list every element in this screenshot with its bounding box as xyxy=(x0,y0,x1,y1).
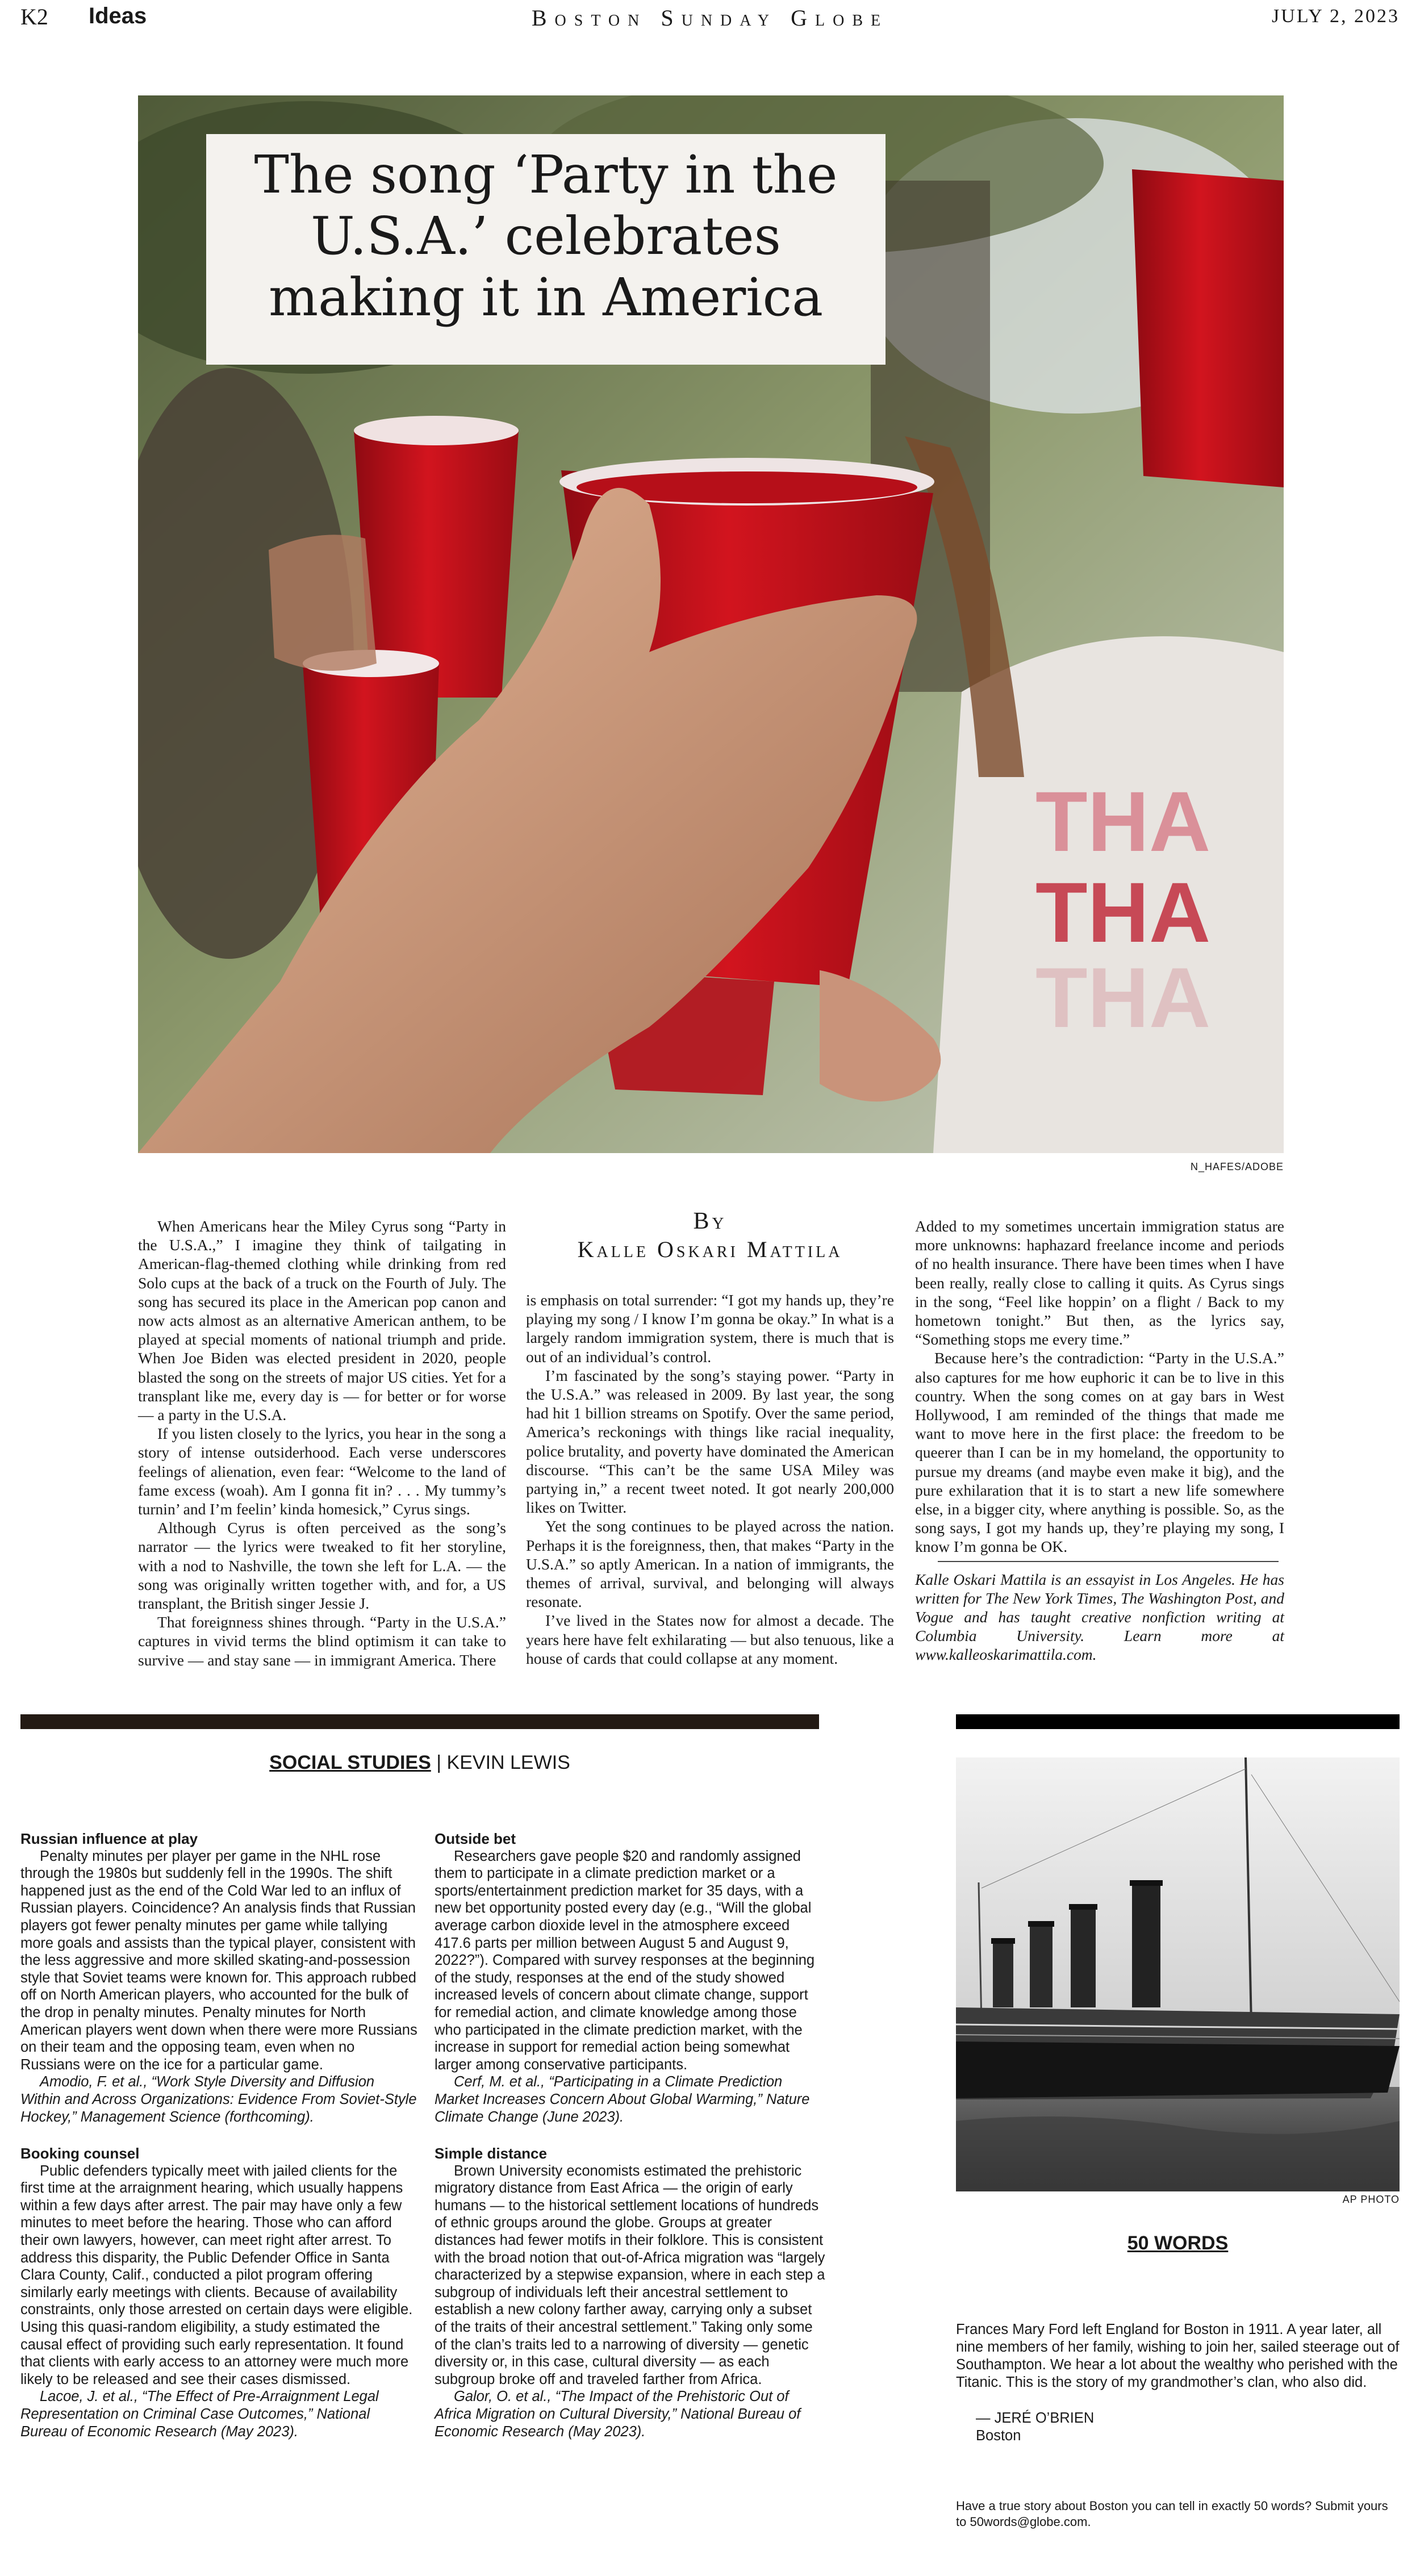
paragraph: If you listen closely to the lyrics, you hear in the song a story of intense outsiderhood. Each verse underscores feelings of alienation, even fear: “Welcome to the land of fame excess (woah). Am I gonna fit in? . . . My tummy’s turnin’ and I’m feelin’ kinda homesick,” Cyrus sings. xyxy=(138,1425,506,1518)
item-citation: Cerf, M. et al., “Participating in a Climate Prediction Market Increases Concern About Global Warming,” Nature Climate Change (June 2023). xyxy=(435,2074,810,2125)
article-column-3 xyxy=(915,1217,1284,1664)
social-studies-right-column xyxy=(435,1822,826,2440)
item-heading: Russian influence at play xyxy=(20,1830,198,1847)
paragraph: Although Cyrus is often perceived as the song’s narrator — the lyrics were tweaked to fit her storyline, with a nod to Nashville, the town she left for L.A. — the song was originally written together with, and for, a US transplant, the British singer Jessie J. xyxy=(138,1519,506,1613)
headline-box xyxy=(206,134,886,365)
item-body: Brown University economists estimated the prehistoric migratory distance from East Africa — the origin of early humans — to the historical settlement locations of hundreds of ethnic groups around the globe. Groups at greater distances had fewer motifs in their folklore. This is consistent with the broad notion that out-of-Africa migration was “largely characterized by a stepwise expansion, where in each step a subgroup of individuals left their ancestral settlement to establish a new colony farther away, carrying only a subset of the traits of their ancestral settlement.” Taking only some of the clan’s traits led to a narrowing of diversity — genetic diversity or, in this case, cultural diversity — as each subgroup broke off and traveled farther from Africa. xyxy=(435,2162,825,2387)
item-citation: Galor, O. et al., “The Impact of the Prehistoric Out of Africa Migration on Cultural Diversity,” National Bureau of Economic Research (May 2023). xyxy=(435,2389,801,2440)
paragraph: That foreignness shines through. “Party in the U.S.A.” captures in vivid terms the blind optimism it can take to survive — and stay sane — in immigrant America. There xyxy=(138,1613,506,1669)
hero-photo xyxy=(138,95,1284,1153)
byline xyxy=(526,1208,894,1263)
divider xyxy=(938,1561,1279,1562)
author-bio: Kalle Oskari Mattila is an essayist in Los Angeles. He has written for The New York Times, The Washington Post, and Vogue and has taught creative nonfiction writing at Columbia University. Learn more at www.kalleoskarimattila.com. xyxy=(915,1570,1284,1664)
item-body: Penalty minutes per player per game in the NHL rose through the 1980s but suddenly fell in the 1990s. The shift happened just as the end of the Cold War led to an influx of Russian players. Coincidence? An analysis finds that Russian players got fewer penalty minutes per game while tallying more goals and assists than the typical player, consistent with the less aggressive and more skilled skating-and-possession style that Soviet teams were known for. This approach rubbed off on North American players, who accounted for the bulk of the drop in penalty minutes. Penalty minutes for North American players went down when there were more Russians on their team and the opposing team, even when no Russians were on the ice for a particular game. xyxy=(20,1848,417,2073)
svg-text:THA: THA xyxy=(1035,865,1211,960)
paragraph: Added to my sometimes uncertain immigration status are more unknowns: haphazard freelance income and periods of no health insurance. There have been times when I have been really, really close to calling it quits. As Cyrus sings in the song, “Feel like hoppin’ on a flight / Back to my hometown tonight.” But then, as the lyrics say, “Something stops me every time.” xyxy=(915,1217,1284,1348)
social-studies-title xyxy=(20,1752,819,1774)
issue-date: JULY 2, 2023 xyxy=(1272,6,1400,27)
byline-by: By xyxy=(693,1208,727,1234)
story-location: Boston xyxy=(976,2428,1021,2444)
item-citation: Amodio, F. et al., “Work Style Diversity and Diffusion Within and Across Organizations: Evidence From Soviet-Style Hockey,” Management Science (forthcoming). xyxy=(20,2074,417,2125)
item-body: Researchers gave people $20 and randomly assigned them to participate in a climate prediction market or a sports/entertainment prediction market for 35 days, with a new bet opportunity posted every day (e.g., “Will the global average carbon dioxide level in the atmosphere exceed 417.6 parts per million between August 5 and August 9, 2022?”). Compared with survey responses at the beginning of the study, responses at the end of the study showed increased levels of concern about climate change, support for remedial action, and climate knowledge among those who participated in the climate prediction market, with the increase in support for remedial action being somewhat larger among conservative participants. xyxy=(435,1848,815,2073)
paragraph: I’ve lived in the States now for almost a decade. The years here have felt exhilarating — but also tenuous, like a house of cards that could collapse at any moment. xyxy=(526,1611,894,1667)
social-studies-label: SOCIAL STUDIES xyxy=(269,1752,431,1773)
article-column-2 xyxy=(526,1291,894,1668)
author-name: Kalle Oskari Mattila xyxy=(577,1237,843,1262)
title-separator: | xyxy=(436,1752,442,1773)
fifty-words-story: Frances Mary Ford left England for Boston in 1911. A year later, all nine members of her family, wishing to join her, sailed steerage out of Southampton. We hear a lot about the wealthy who perished with the Titanic. This is the story of my grandmother’s clan, who also did. xyxy=(956,2322,1400,2390)
item-body: Public defenders typically meet with jailed clients for the first time at the arraignment hearing, which usually happens within a few days after arrest. The pair may have only a few minutes to meet before the hearing. Those who can afford their own lawyers, however, can meet right after arrest. To address this disparity, the Public Defender Office in Santa Clara County, Calif., conducted a pilot program offering similarly early meetings with clients. Because of availability constraints, only those arrested on certain days were eligible. Using this quasi-random eligibility, a study estimated the causal effect of providing such early representation. It found that clients with early access to an attorney were much more likely to be released and see their cases dismissed. xyxy=(20,2162,413,2387)
story-author: — JERÉ O’BRIEN xyxy=(976,2410,1095,2426)
submission-prompt: Have a true story about Boston you can tell in exactly 50 words? Submit yours to 50words@globe.com. xyxy=(956,2499,1388,2529)
photo-credit: N_HAFES/ADOBE xyxy=(1190,1161,1284,1172)
paragraph: I’m fascinated by the song’s staying power. “Party in the U.S.A.” was released in 2009. By last year, the song had hit 1 billion streams on Spotify. Over the same period, America’s reckonings with things like racial inequality, police brutality, and poverty have dominated the American discourse. “This can’t be the same USA Miley was partying in,” a recent tweet noted. It got nearly 200,000 likes on Twitter. xyxy=(526,1366,894,1517)
paragraph: Yet the song continues to be played across the nation. Perhaps it is the foreignness, then, that makes “Party in the U.S.A.” so aptly American. In a nation of immigrants, the themes of arrival, survival, and belonging will always resonate. xyxy=(526,1517,894,1611)
paragraph: Because here’s the contradiction: “Party in the U.S.A.” also captures for me how euphoric it can be to live in this country. When the song comes on at gay bars in West Hollywood, I am reminded of the things that made me want to move here in the first place: the freedom to be queerer than I can be in my homeland, the opportunity to pursue my dreams (and maybe even make it big), and the pure exhilaration that it is to start a new life somewhere else, in a bigger city, where anything is possible. So, as the song says, I got my hands up, they’re playing my song, I know I’m gonna be OK. xyxy=(915,1349,1284,1556)
newspaper-name: Boston Sunday Globe xyxy=(531,5,889,31)
fifty-words-title: 50 WORDS xyxy=(1127,2232,1229,2254)
titanic-photo xyxy=(956,1757,1400,2191)
masthead xyxy=(20,0,1400,34)
ap-photo-credit: AP PHOTO xyxy=(1342,2194,1400,2205)
section-bar-right xyxy=(956,1714,1400,1729)
titanic-illustration xyxy=(956,1757,1400,2191)
item-heading: Simple distance xyxy=(435,2145,547,2162)
paragraph: When Americans hear the Miley Cyrus song “Party in the U.S.A.,” I imagine they think of tailgating in American-flag-themed clothing while drinking from red Solo cups at the back of a truck on the Fourth of July. The song has secured its place in the American pop canon and now acts almost as an alternative American anthem, to be played at special moments of national triumph and pride. When Joe Biden was elected president in 2020, people blasted the song on the streets of major US cities. Yet for a transplant like me, every day is — for better or for worse — a party in the U.S.A. xyxy=(138,1217,506,1424)
article-column-1 xyxy=(138,1217,506,1669)
fifty-words-author xyxy=(976,2410,1094,2445)
section-bar-left xyxy=(20,1714,819,1729)
item-heading: Booking counsel xyxy=(20,2145,140,2162)
page-number: K2 xyxy=(20,4,48,30)
item-citation: Lacoe, J. et al., “The Effect of Pre-Arraignment Legal Representation on Criminal Case Outcomes,” National Bureau of Economic Research (May 2023). xyxy=(20,2389,379,2440)
svg-text:THA: THA xyxy=(1035,950,1211,1045)
item-heading: Outside bet xyxy=(435,1830,516,1847)
social-studies-left-column xyxy=(20,1822,418,2440)
paragraph: is emphasis on total surrender: “I got my hands up, they’re playing my song / I know I’m gonna be okay.” In what is a largely random immigration system, there is much that is out of an individual’s control. xyxy=(526,1291,894,1366)
social-studies-author: KEVIN LEWIS xyxy=(446,1752,570,1773)
section-name: Ideas xyxy=(89,3,147,28)
svg-text:THA: THA xyxy=(1035,774,1211,869)
headline: The song ‘Party in the U.S.A.’ celebrates making it in America xyxy=(254,144,838,328)
